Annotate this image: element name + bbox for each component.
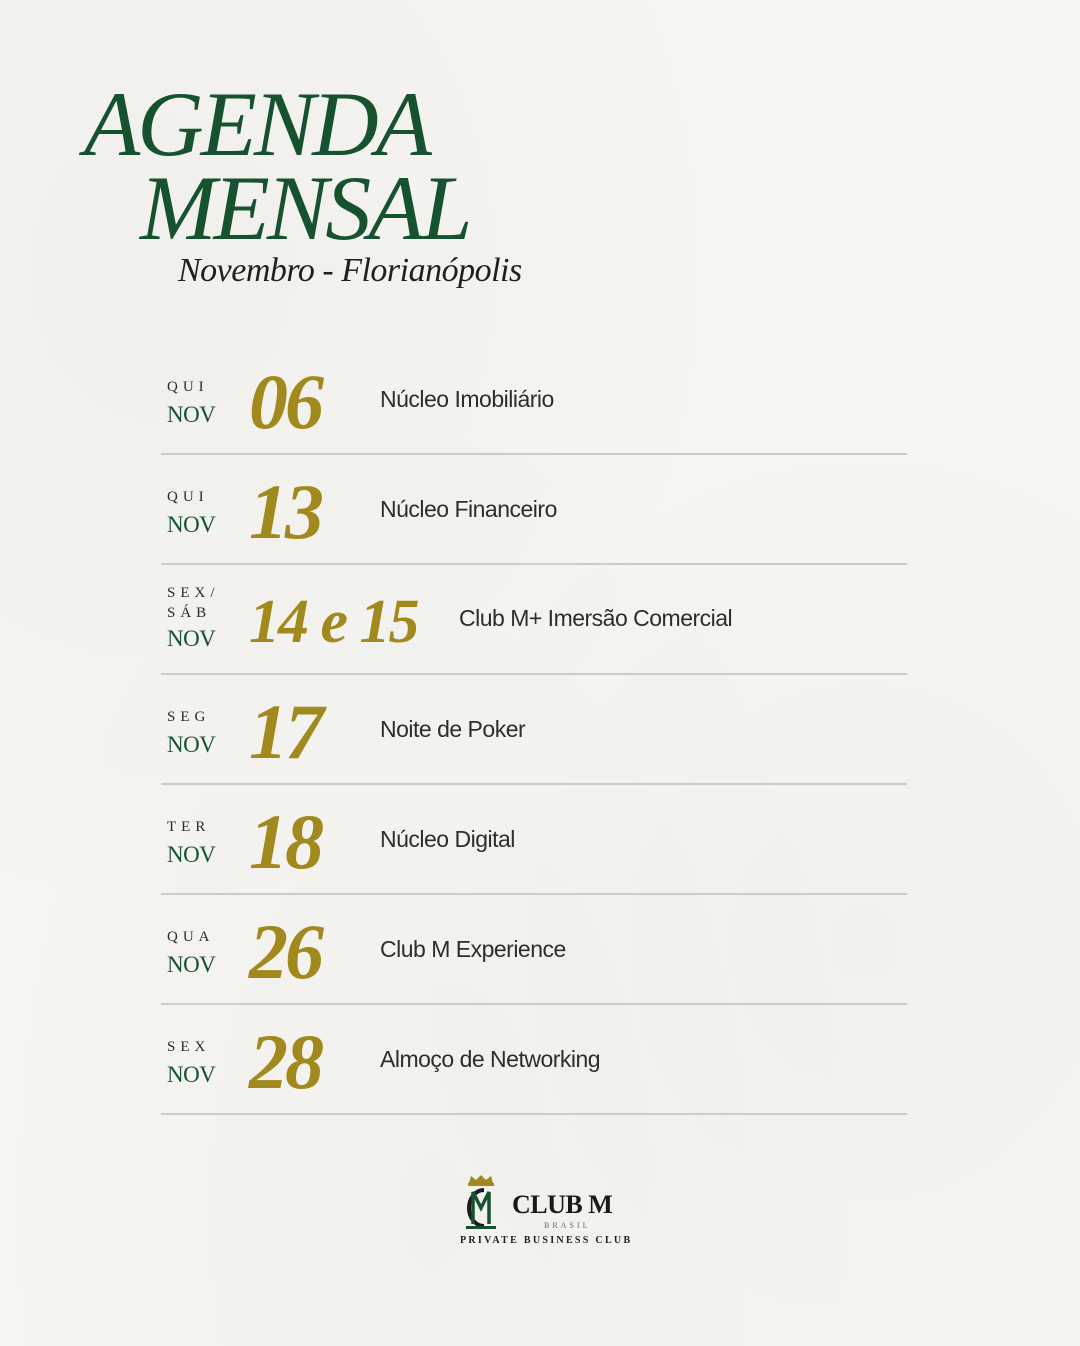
event-row: [161, 785, 907, 895]
club-m-logo: [458, 1174, 633, 1250]
event-name: Núcleo Financeiro: [380, 496, 557, 522]
event-weekday: QUI: [167, 489, 209, 505]
logo-country: BRASIL: [544, 1221, 591, 1230]
event-name: Núcleo Imobiliário: [380, 386, 554, 412]
event-day: 06: [249, 358, 321, 445]
logo-tagline: PRIVATE BUSINESS CLUB: [460, 1235, 633, 1246]
event-day: 17: [249, 688, 321, 775]
event-name: Almoço de Networking: [380, 1046, 601, 1072]
event-month: NOV: [167, 952, 216, 977]
event-day: 28: [249, 1018, 321, 1105]
event-month: NOV: [167, 732, 216, 757]
event-row: [161, 345, 907, 455]
event-day: 26: [249, 908, 321, 995]
page-title-line-2: MENSAL: [140, 157, 470, 259]
event-month: NOV: [167, 842, 216, 867]
page-subtitle: Novembro - Florianópolis: [178, 252, 522, 289]
event-row: [161, 455, 907, 565]
club-m-crown-monogram-icon: [460, 1174, 502, 1230]
event-row: [161, 565, 907, 675]
event-month: NOV: [167, 626, 216, 651]
event-name: Club M+ Imersão Comercial: [459, 605, 733, 631]
event-month: NOV: [167, 402, 216, 427]
event-month: NOV: [167, 512, 216, 537]
event-day: 13: [249, 468, 321, 555]
event-weekday: TER: [167, 819, 211, 835]
event-name: Noite de Poker: [380, 716, 526, 742]
event-row: [161, 1005, 907, 1115]
event-month: NOV: [167, 1062, 216, 1087]
event-weekday: QUI: [167, 379, 209, 395]
event-name: Núcleo Digital: [380, 826, 515, 852]
event-weekday: SEX: [167, 1039, 211, 1055]
event-row: [161, 895, 907, 1005]
event-day: 14 e 15: [249, 588, 418, 656]
event-list: [161, 345, 907, 1115]
event-row: [161, 675, 907, 785]
event-weekday: QUA: [167, 929, 215, 945]
event-weekday: SEG: [167, 709, 211, 725]
event-day: 18: [249, 798, 321, 885]
page-title-line-1: AGENDA: [84, 73, 429, 175]
event-name: Club M Experience: [380, 936, 566, 962]
logo-name: CLUB M: [512, 1190, 613, 1219]
event-weekday: SEX/ SÁB: [167, 585, 220, 621]
